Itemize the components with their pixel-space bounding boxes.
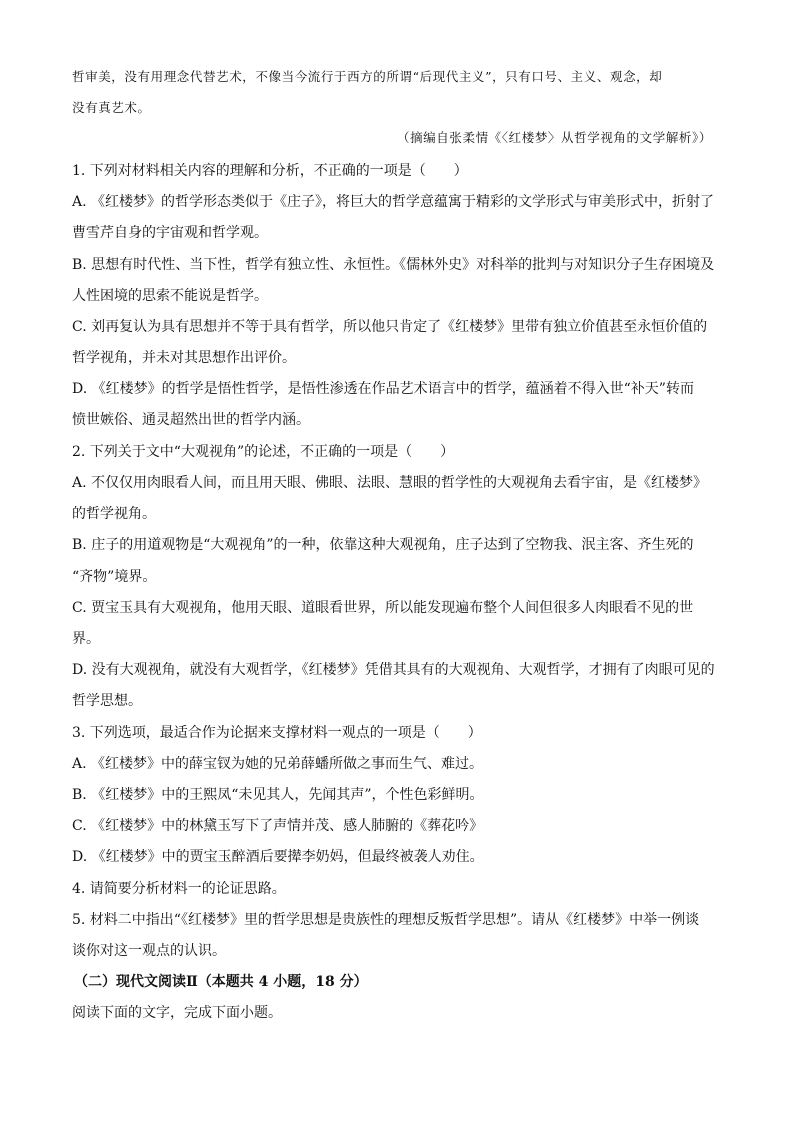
question-2-option-c-line-1: C. 贾宝玉具有大观视角，他用天眼、道眼看世界，所以能发现遍布整个人间但很多人肉眼看不见的世: [72, 600, 694, 616]
section-heading: （二）现代文阅读Ⅱ（本题共 4 小题，18 分）: [74, 974, 368, 990]
question-1-option-d-line-1: D. 《红楼梦》的哲学是悟性哲学，是悟性渗透在作品艺术语言中的哲学，蕴涵着不得入世“补天”转而: [72, 381, 694, 397]
question-2-option-d-line-2: 哲学思想。: [72, 693, 142, 709]
question-2-option-a-line-1: A. 不仅仅用肉眼看人间，而且用天眼、佛眼、法眼、慧眼的哲学性的大观视角去看宇宙，是《红楼梦》: [72, 475, 708, 491]
question-1-option-a-line-2: 曹雪芹自身的宇宙观和哲学观。: [72, 225, 268, 241]
question-1-option-a-line-1: A. 《红楼梦》的哲学形态类似于《庄子》，将巨大的哲学意蕴寓于精彩的文学形式与审美形式中，折射了: [72, 194, 715, 210]
question-1-option-c-line-1: C. 刘再复认为具有思想并不等于具有哲学，所以他只肯定了《红楼梦》里带有独立价值甚至永恒价值的: [72, 319, 708, 335]
intro-line-2: 没有真艺术。: [72, 100, 151, 115]
source-citation: （摘编自张柔情《〈红楼梦〉从哲学视角的文学解析》）: [396, 130, 712, 145]
question-4-stem: 4. 请简要分析材料一的论证思路。: [72, 881, 286, 897]
question-2-option-c-line-2: 界。: [72, 631, 100, 647]
question-1-option-b-line-2: 人性困境的思索不能说是哲学。: [72, 288, 268, 304]
question-3-stem: 3. 下列选项，最适合作为论据来支撑材料一观点的一项是（ ）: [72, 725, 482, 741]
question-5-stem-line-1: 5. 材料二中指出“《红楼梦》里的哲学思想是贵族性的理想反叛哲学思想”。请从《红楼梦》中举一例谈: [72, 912, 700, 928]
question-3-option-a: A. 《红楼梦》中的薛宝钗为她的兄弟薛蟠所做之事而生气、难过。: [72, 756, 484, 772]
question-2-option-d-line-1: D. 没有大观视角，就没有大观哲学，《红楼梦》凭借其具有的大观视角、大观哲学，才拥有了肉眼可见的: [72, 662, 715, 678]
question-1-option-d-line-2: 愤世嫉俗、通灵超然出世的哲学内涵。: [72, 412, 310, 428]
question-2-option-b-line-1: B. 庄子的用道观物是“大观视角”的一种，依靠这种大观视角，庄子达到了空物我、泯主客、齐生死的: [72, 537, 694, 553]
question-1-option-c-line-2: 哲学视角，并未对其思想作出评价。: [72, 350, 296, 366]
question-1-stem: 1. 下列对材料相关内容的理解和分析，不正确的一项是（ ）: [72, 163, 468, 179]
question-5-stem-line-2: 谈你对这一观点的认识。: [72, 943, 226, 959]
intro-line-1: 哲审美，没有用理念代替艺术，不像当今流行于西方的所谓“后现代主义”，只有口号、主义、观念，却: [72, 69, 663, 84]
question-2-option-a-line-2: 的哲学视角。: [72, 506, 156, 522]
question-3-option-c: C. 《红楼梦》中的林黛玉写下了声情并茂、感人肺腑的《葬花吟》: [72, 818, 484, 834]
question-3-option-b: B. 《红楼梦》中的王熙凤“未见其人，先闻其声”，个性色彩鲜明。: [72, 787, 484, 803]
question-1-option-b-line-1: B. 思想有时代性、当下性，哲学有独立性、永恒性。《儒林外史》对科举的批判与对知识分子生存困境及: [72, 257, 715, 273]
section-instruction: 阅读下面的文字，完成下面小题。: [72, 1005, 282, 1021]
question-2-stem: 2. 下列关于文中“大观视角”的论述，不正确的一项是（ ）: [72, 444, 455, 460]
question-3-option-d: D. 《红楼梦》中的贾宝玉醉酒后要撵李奶妈，但最终被袭人劝住。: [72, 849, 484, 865]
question-2-option-b-line-2: “齐物”境界。: [72, 569, 157, 585]
